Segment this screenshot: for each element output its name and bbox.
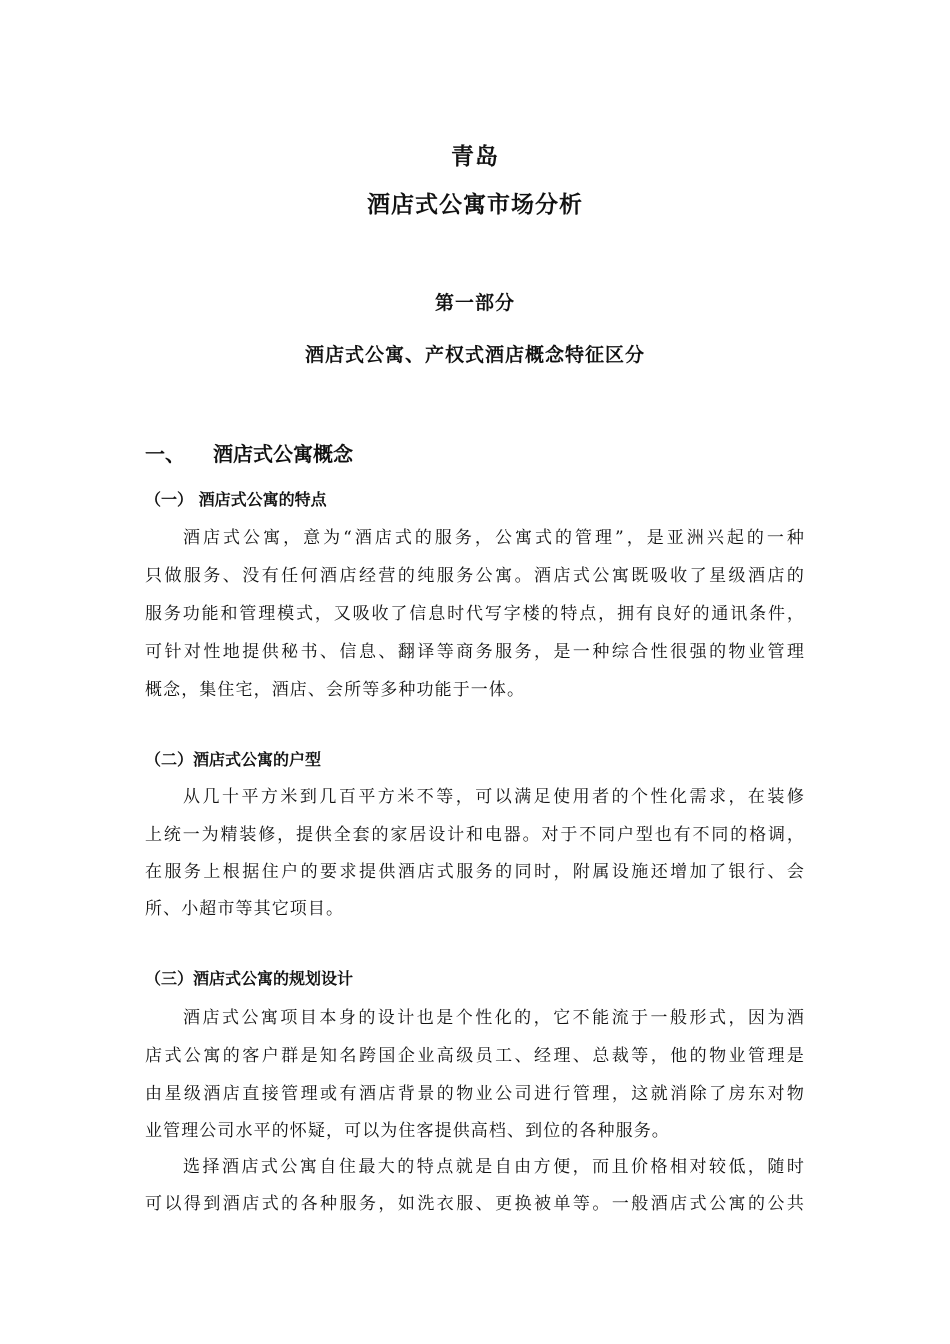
paragraph-line: 酒店式公寓，意为“酒店式的服务，公寓式的管理”，是亚洲兴起的一种 — [183, 528, 805, 548]
part-title: 酒店式公寓、产权式酒店概念特征区分 — [304, 344, 645, 366]
paragraph-line: 所、小超市等其它项目。 — [145, 899, 345, 919]
paragraph-line: 上统一为精装修，提供全套的家居设计和电器。对于不同户型也有不同的格调， — [145, 825, 805, 845]
section-heading — [145, 438, 353, 467]
paragraph-line: 选择酒店式公寓自住最大的特点就是自由方便，而且价格相对较低，随时 — [183, 1157, 805, 1177]
subsection-heading-1: （一） 酒店式公寓的特点 — [145, 490, 327, 509]
paragraph-line: 服务功能和管理模式，又吸收了信息时代写字楼的特点，拥有良好的通讯条件， — [145, 604, 805, 624]
paragraph-line: 只做服务、没有任何酒店经营的纯服务公寓。酒店式公寓既吸收了星级酒店的 — [145, 566, 805, 586]
subsection-heading-2: （二）酒店式公寓的户型 — [145, 750, 322, 769]
paragraph-line: 酒店式公寓项目本身的设计也是个性化的，它不能流于一般形式，因为酒 — [183, 1008, 805, 1028]
paragraph-line: 从几十平方米到几百平方米不等，可以满足使用者的个性化需求，在装修 — [183, 787, 805, 807]
paragraph-line: 可以得到酒店式的各种服务，如洗衣服、更换被单等。一般酒店式公寓的公共 — [145, 1194, 805, 1214]
paragraph-line: 在服务上根据住户的要求提供酒店式服务的同时，附属设施还增加了银行、会 — [145, 862, 805, 882]
subsection-heading-3: （三）酒店式公寓的规划设计 — [145, 969, 354, 988]
paragraph-line: 业管理公司水平的怀疑，可以为住客提供高档、到位的各种服务。 — [145, 1121, 670, 1141]
part-label: 第一部分 — [434, 292, 515, 314]
paragraph-line: 由星级酒店直接管理或有酒店背景的物业公司进行管理，这就消除了房东对物 — [145, 1084, 805, 1104]
paragraph-line: 可针对性地提供秘书、信息、翻译等商务服务，是一种综合性很强的物业管理 — [145, 642, 805, 662]
paragraph-line: 概念，集住宅，酒店、会所等多种功能于一体。 — [145, 680, 526, 700]
section-number: 一、 — [145, 442, 185, 466]
section-title: 酒店式公寓概念 — [213, 442, 353, 466]
paragraph-line: 店式公寓的客户群是知名跨国企业高级员工、经理、总裁等，他的物业管理是 — [145, 1046, 805, 1066]
document-title: 酒店式公寓市场分析 — [367, 192, 583, 218]
document-title-city: 青岛 — [451, 144, 499, 170]
